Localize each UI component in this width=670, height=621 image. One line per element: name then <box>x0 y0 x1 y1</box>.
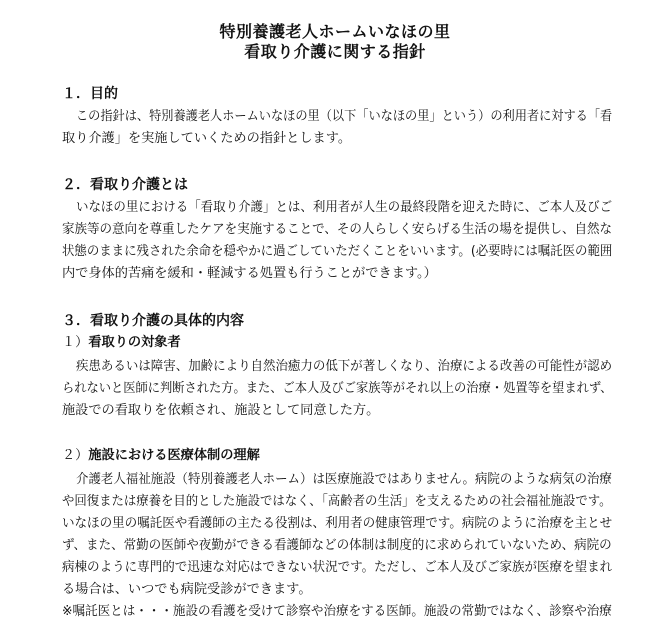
subsection-1-line-2: られないと医師に判断された方。また、ご本人及びご家族等がそれ以上の治療・処置等を望まれず、 <box>62 381 613 396</box>
section-2-line-1: いなほの里における「看取り介護」とは、利用者が人生の最終段階を迎えた時に、ご本人及びご <box>76 200 613 215</box>
subsection-1-heading <box>62 334 181 352</box>
subsection-2-line-6: る場合は、いつでも病院受診ができます。 <box>62 582 312 597</box>
subsection-2-line-1: 介護老人福祉施設（特別養護老人ホーム）は医療施設ではありません。病院のような病気の治療 <box>76 472 612 487</box>
subsection-2-line-4: ず、また、常勤の医師や夜勤ができる看護師などの体制は制度的に求められていないため、病院の <box>62 538 612 553</box>
subsection-2-line-5: 病棟のように専門的で迅速な対応はできない状況です。ただし、ご本人及びご家族が医療を望まれ <box>62 560 613 575</box>
document-title-line-1: 特別養護老人ホームいなほの里 <box>219 22 451 41</box>
section-2-heading: ２．看取り介護とは <box>62 177 188 193</box>
subsection-2-title: 施設における医療体制の理解 <box>88 448 260 463</box>
subsection-2-line-3: いなほの里の嘱託医や看護師の主たる役割は、利用者の健康管理です。病院のように治療を主とせ <box>62 516 613 531</box>
section-1-line-1: この指針は、特別養護老人ホームいなほの里（以下「いなほの里」という）の利用者に対する「看 <box>76 109 613 124</box>
section-1-line-2: 取り介護」を実施していくための指針とします。 <box>62 131 352 146</box>
document-title-line-2: 看取り介護に関する指針 <box>244 42 426 61</box>
section-2-line-3: 状態のままに残された余命を穏やかに過ごしていただくことをいいます。(必要時には嘱託医の範囲 <box>62 244 613 259</box>
section-3-heading: ３．看取り介護の具体的内容 <box>62 313 244 329</box>
subsection-1-line-1: 疾患あるいは障害、加齢により自然治癒力の低下が著しくなり、治療による改善の可能性が認め <box>76 359 613 374</box>
section-1-heading: １．目的 <box>62 86 118 102</box>
subsection-1-title: 看取りの対象者 <box>88 335 181 350</box>
subsection-2-number: ２） <box>62 448 89 463</box>
subsection-2-line-2: や回復または療養を目的とした施設ではなく、「高齢者の生活」を支えるための社会福祉施設です。 <box>62 494 612 509</box>
subsection-1-line-3: 施設での看取りを依頼され、施設として同意した方。 <box>62 403 380 418</box>
section-2-line-4: 内で身体的苦痛を緩和・軽減する処置も行うことができます。） <box>62 266 437 281</box>
subsection-2-heading <box>62 447 260 465</box>
subsection-1-number: １） <box>62 335 89 350</box>
subsection-2-line-7: ※嘱託医とは・・・施設の看護を受けて診察や治療をする医師。施設の常勤ではなく、診察や治療 <box>62 604 612 619</box>
section-2-line-2: 家族等の意向を尊重したケアを実施することで、その人らしく安らげる生活の場を提供し、自然な <box>62 222 612 237</box>
